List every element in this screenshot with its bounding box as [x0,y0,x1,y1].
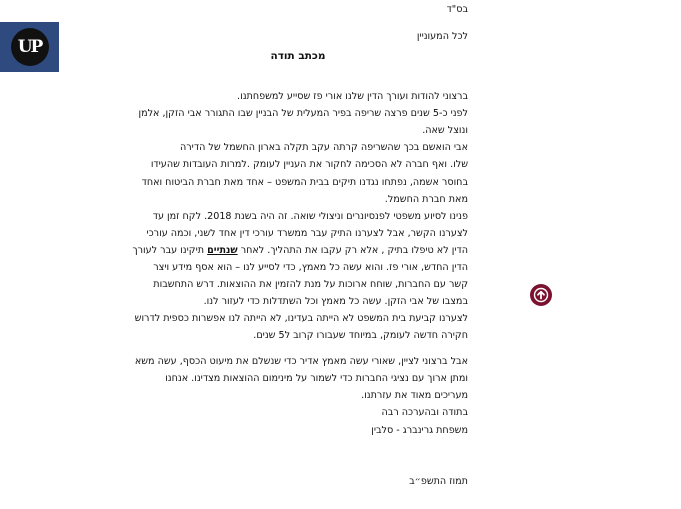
letter-line-segment: תיקינו עבר לעורך [132,245,205,256]
letter-header: בס"ד [446,4,468,15]
letter-closing: בתודה ובהערכה רבה [381,407,468,418]
letter-line: ונוצל שאה. [422,125,468,136]
letter-line [128,245,468,257]
logo-text: UP [17,37,42,57]
letter-line: מעריכים מאוד את עזרתנו. [361,390,468,401]
scroll-to-top-button[interactable] [530,284,552,306]
letter-line-segment: הדין לא טיפלו בתיק , אלא רק עקבו את התהליך. לאחר [240,245,468,256]
letter-title: מכתב תודה [270,50,326,62]
letter-line: אבי הואשם בכך שהשריפה קרתה עקב תקלה בארון החשמל של הדירה [180,142,468,153]
letter-line: ומתן ארוך עם נציגי החברות כדי לשמור על מינימום ההוצאות מצדינו. אנחנו [165,373,468,384]
letter-line: לצערנו קביעת בית המשפט לא הייתה בעדינו, לא הייתה לנו אפשרות כספית לדרוש [134,313,468,324]
letter-line: חקירה חדשה לעומק, במיוחד שעבורו קרוב ל5 שנים. [253,330,468,341]
letter-signature: משפחת גרינברג - סלבין [371,425,468,436]
logo-circle [11,28,49,66]
letter-line: בחוסר אשמה, נפתחו נגדנו תיקים בבית המשפט – אחד מאת חברת הביטוח ואחד [141,177,468,188]
letter-line: במצבו של אבי הזקן. עשה כל מאמץ וכל השתדלות כדי לעזור לנו. [203,296,468,307]
letter-date: תמוז התשפ״ב [409,476,468,487]
letter-addressee: לכל המעוניין [416,31,468,42]
letter-line: אבל ברצוני לציין, שאורי עשה מאמץ אדיר כדי שנשלם את מיעוט הכסף, עשה משא [134,356,468,367]
site-logo[interactable] [0,22,59,72]
letter-line: פנינו לסיוע משפטי לפנסיונרים וניצולי שואה. זה היה בשנת 2018. לקח זמן עד [152,211,468,222]
letter-line: שלו. ואף חברה לא הסכימה לחקור את העניין לעומק .למרות העובדות שהעידו [150,159,468,170]
letter-line: לפני כ-5 שנים פרצה שריפה בפיר המעלית של הבניין שבו התגורר אבי הזקן, אלמן [138,108,468,119]
letter-line: לצערנו הקשר, אבל לצערנו התיק עבר ממשרד עורכי דין אחד לשני, וכמה עורכי [146,228,468,239]
letter-line: הדין החדש, אורי פז. והוא עשה כל מאמץ, כדי לסייע לנו – הוא אסף מידע ויצר [153,262,468,273]
letter-line: ברצוני להודות ועורך הדין שלנו אורי פז שסייע למשפחתנו. [237,91,468,102]
underlined-word: שנתיים [207,245,238,256]
letter-line: מאת חברת החשמל. [384,194,468,205]
letter-line: קשר עם החברות, שוחח ארוכות על מנת להזמין את ההוצאות. דרש התחשבות [153,279,468,290]
letter-page [128,0,468,509]
arrow-up-circle-icon [533,287,549,303]
